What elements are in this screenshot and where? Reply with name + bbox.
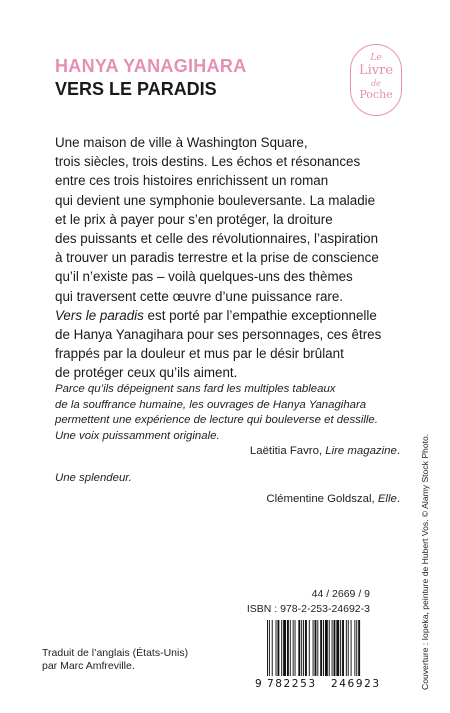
summary-italic-title: Vers le paradis [55,307,144,323]
barcode-bar [317,620,318,676]
barcode-bar [313,620,314,676]
barcode-bar [277,620,279,676]
attr-punct: . [396,445,400,457]
isbn: ISBN : 978-2-253-24692-3 [246,603,370,615]
barcode-bar [293,620,294,676]
reviewer-name: Laëtitia Favro, [249,445,326,457]
barcode-first-digit: 9 [255,678,262,690]
barcode-bar [269,620,270,676]
barcode-bar [287,620,289,676]
review-attribution-2 [266,493,400,505]
summary-line: de Hanya Yanagihara pour ses personnages, ces êtres [55,327,382,343]
summary-line: qui traversent cette œuvre d’une puissance rare. [55,288,344,304]
barcode-group-1: 782253 [267,678,317,690]
review-quote-1 [55,382,405,444]
barcode-bar [283,620,286,676]
summary-line: trois siècles, trois destins. Les échos et résonances [55,154,361,170]
barcode-bar [303,620,304,676]
summary-line [55,306,405,325]
logo-livre: Livre [358,63,394,78]
book-summary [55,133,405,383]
barcode-bar [309,620,310,676]
barcode-bar [351,620,352,676]
barcode-bar [281,620,282,676]
barcode-bar [340,620,341,676]
publication-name: Elle [377,493,397,505]
summary-line: qui devient une symphonie bouleversante. La maladie [55,192,376,208]
barcode-bar [267,620,268,676]
barcode-bar [323,620,324,676]
summary-line: des puissants et celle des révolutionnaires, l’aspiration [55,231,379,247]
quote-line: de la souffrance humaine, les ouvrages de Hanya Yanagihara [55,398,367,411]
publisher-logo [350,44,402,116]
logo-de: de [371,79,381,88]
barcode-bar [354,620,355,676]
translator-line-1: Traduit de l’anglais (États-Unis) [42,647,189,659]
quote-line: Une voix puissamment originale. [55,429,220,442]
summary-line: qu’il n’existe pas – voilà quelques-uns des thèmes [55,269,353,285]
translator-line-2: par Marc Amfreville. [42,660,135,672]
attr-punct: . [396,493,400,505]
barcode-bar [348,620,349,676]
barcode-group-2: 246923 [331,678,381,690]
author-name: HANYA YANAGIHARA [55,56,247,76]
barcode-bar [336,620,339,676]
review-quote-2: Une splendeur. [55,472,132,484]
barcode-digits [255,678,400,690]
barcode-bar [332,620,333,676]
translator-credit [42,647,188,673]
barcode-bar [356,620,357,676]
barcode-bar [290,620,291,676]
quote-line: permettent une expérience de lecture qui bouleverse et dessille. [55,414,378,427]
publication-name: Lire magazine [325,445,397,457]
review-attribution-1 [250,445,400,457]
barcode-bar [295,620,296,676]
summary-line: à trouver un paradis terrestre et la prise de conscience [55,250,379,266]
barcode-bar [358,620,360,676]
cover-credit: Couverture : Iopeka, peinture de Hubert Vos. © Alamy Stock Photo. [420,433,430,690]
summary-line: de protéger ceux qu’ils aiment. [55,365,238,381]
reviewer-name: Clémentine Goldszal, [266,493,378,505]
summary-line: Une maison de ville à Washington Square, [55,135,308,150]
logo-poche: Poche [359,88,393,101]
summary-line: entre ces trois histoires enrichissent un roman [55,173,329,189]
barcode-bar [272,620,273,676]
quote-line: Parce qu’ils dépeignent sans fard les multiples tableaux [55,383,336,395]
barcode-bar [325,620,328,676]
barcode [266,620,396,676]
barcode-bar [315,620,317,676]
barcode-bar [329,620,330,676]
reference-code: 44 / 2669 / 9 [311,588,370,600]
barcode-bar [334,620,336,676]
barcode-bar [342,620,344,676]
barcode-bar [298,620,300,676]
summary-line: et le prix à payer pour s’en protéger, la droiture [55,211,333,227]
barcode-bar [305,620,307,676]
summary-line: frappés par la douleur et mus par le désir brûlant [55,346,344,362]
summary-line-rest: est porté par l’empathie exceptionnelle [143,307,377,323]
barcode-bar [320,620,322,676]
barcode-bar [301,620,302,676]
logo-le: Le [370,53,382,63]
book-title: VERS LE PARADIS [55,79,217,99]
barcode-bar [276,620,277,676]
barcode-bar [346,620,347,676]
